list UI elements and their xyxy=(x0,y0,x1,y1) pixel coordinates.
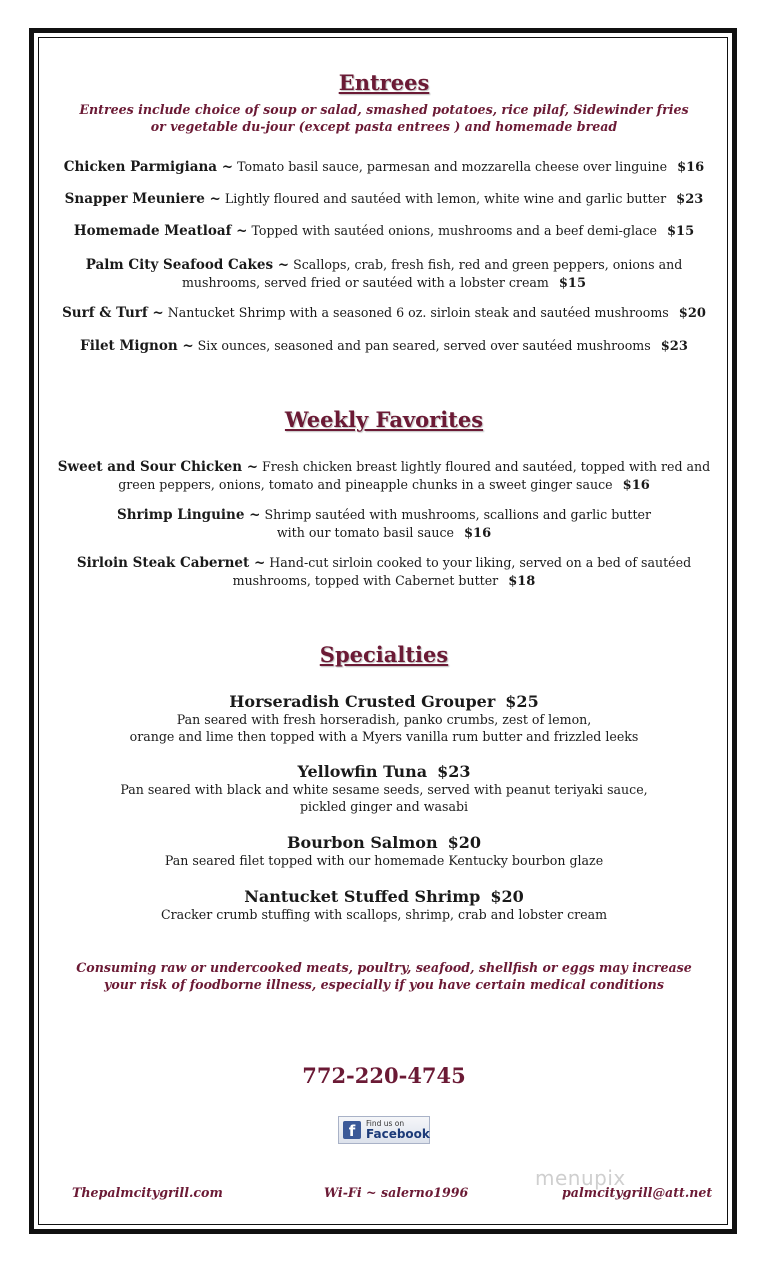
item-name: Sweet and Sour Chicken ~ xyxy=(57,459,259,475)
specialty-bourbon-salmon xyxy=(0,833,768,870)
specialty-nantucket-shrimp xyxy=(0,887,768,924)
item-desc: Topped with sautéed onions, mushrooms and a beef demi-glace xyxy=(251,223,657,238)
item-desc: Nantucket Shrimp with a seasoned 6 oz. sirloin steak and sautéed mushrooms xyxy=(167,305,669,320)
menu-item-chicken-parmigiana xyxy=(0,158,768,176)
item-price: $25 xyxy=(505,692,539,711)
item-name: Snapper Meuniere ~ xyxy=(64,191,221,207)
menu-item-sirloin-cabernet xyxy=(0,554,768,590)
item-price: $16 xyxy=(622,478,650,493)
menu-item-sweet-sour-chicken xyxy=(0,458,768,494)
item-price: $16 xyxy=(464,526,492,541)
item-name: Sirloin Steak Cabernet ~ xyxy=(76,555,266,571)
item-name: Homemade Meatloaf ~ xyxy=(73,223,248,239)
item-name: Nantucket Stuffed Shrimp xyxy=(244,887,481,906)
item-price: $20 xyxy=(678,306,706,321)
menu-inner-border xyxy=(38,37,728,1225)
menu-item-snapper-meuniere xyxy=(0,190,768,208)
item-desc: Scallops, crab, fresh fish, red and green peppers, onions and xyxy=(293,257,683,272)
item-name: Surf & Turf ~ xyxy=(62,305,164,321)
item-price: $16 xyxy=(677,160,705,175)
warning-line1: Consuming raw or undercooked meats, poultry, seafood, shellfish or eggs may increase xyxy=(76,960,692,975)
facebook-badge[interactable] xyxy=(338,1116,430,1144)
item-name: Shrimp Linguine ~ xyxy=(116,507,261,523)
item-desc: Shrimp sautéed with mushrooms, scallions and garlic butter xyxy=(264,507,652,522)
menu-item-surf-turf xyxy=(0,304,768,322)
item-desc: Pan seared filet topped with our homemade Kentucky bourbon glaze xyxy=(164,853,604,868)
item-desc: Hand-cut sirloin cooked to your liking, served on a bed of sautéed xyxy=(269,555,692,570)
item-desc: Tomato basil sauce, parmesan and mozzarella cheese over linguine xyxy=(237,159,668,174)
item-name: Horseradish Crusted Grouper xyxy=(229,692,496,711)
item-desc: Pan seared with fresh horseradish, panko crumbs, zest of lemon, xyxy=(176,712,592,727)
specialty-horseradish-grouper xyxy=(0,692,768,745)
specialties-title: Specialties xyxy=(319,642,449,667)
entrees-note-line2: or vegetable du-jour (except pasta entrees ) and homemade bread xyxy=(150,118,618,134)
footer-website[interactable]: Thepalmcitygrill.com xyxy=(72,1185,223,1200)
item-desc-line2: pickled ginger and wasabi xyxy=(299,798,469,814)
item-price: $23 xyxy=(660,339,688,354)
item-name: Yellowfin Tuna xyxy=(297,762,428,781)
item-desc-line2: with our tomato basil sauce xyxy=(276,525,454,540)
item-desc: Cracker crumb stuffing with scallops, shrimp, crab and lobster cream xyxy=(160,907,608,922)
item-price: $18 xyxy=(508,574,536,589)
item-price: $15 xyxy=(558,276,587,291)
menu-item-homemade-meatloaf xyxy=(0,222,768,240)
specialty-yellowfin-tuna xyxy=(0,762,768,815)
entrees-note xyxy=(0,102,768,135)
item-price: $23 xyxy=(437,762,471,781)
item-price: $20 xyxy=(447,833,481,852)
item-name: Filet Mignon ~ xyxy=(80,338,194,354)
phone-number: 772-220-4745 xyxy=(302,1063,466,1088)
item-price: $20 xyxy=(490,887,524,906)
facebook-label: Facebook xyxy=(366,1127,430,1141)
item-desc: Lightly floured and sautéed with lemon, white wine and garlic butter xyxy=(224,191,667,206)
item-name: Palm City Seafood Cakes ~ xyxy=(85,257,290,273)
item-desc: Fresh chicken breast lightly floured and sautéed, topped with red and xyxy=(262,459,711,474)
item-desc-line2: orange and lime then topped with a Myers vanilla rum butter and frizzled leeks xyxy=(129,728,639,744)
menu-item-shrimp-linguine xyxy=(0,506,768,542)
entrees-note-line1: Entrees include choice of soup or salad, smashed potatoes, rice pilaf, Sidewinder fries xyxy=(79,102,689,117)
item-price: $15 xyxy=(667,224,695,239)
menupix-watermark: menupix xyxy=(535,1166,626,1190)
item-price: $23 xyxy=(676,192,704,207)
facebook-icon: f xyxy=(343,1121,361,1139)
item-name: Bourbon Salmon xyxy=(287,833,438,852)
facebook-find-us-label: Find us on xyxy=(366,1119,405,1128)
item-desc: Pan seared with black and white sesame seeds, served with peanut teriyaki sauce, xyxy=(120,782,648,797)
footer-wifi: Wi-Fi ~ salerno1996 xyxy=(324,1185,469,1200)
food-safety-warning xyxy=(0,960,768,993)
item-name: Chicken Parmigiana ~ xyxy=(63,159,234,175)
item-desc-line2: mushrooms, topped with Cabernet butter xyxy=(232,573,499,588)
item-desc-line2: green peppers, onions, tomato and pineapple chunks in a sweet ginger sauce xyxy=(118,477,613,492)
item-desc: Six ounces, seasoned and pan seared, served over sautéed mushrooms xyxy=(197,338,651,353)
entrees-title: Entrees xyxy=(338,70,430,95)
weekly-favorites-title: Weekly Favorites xyxy=(284,407,484,432)
footer-email[interactable]: palmcitygrill@att.net xyxy=(562,1185,713,1200)
warning-line2: your risk of foodborne illness, especially if you have certain medical conditions xyxy=(104,976,664,992)
menu-item-seafood-cakes xyxy=(0,256,768,292)
menu-item-filet-mignon xyxy=(0,337,768,355)
item-desc-line2: mushrooms, served fried or sautéed with a lobster cream xyxy=(181,275,549,290)
menu-frame xyxy=(29,28,737,1234)
